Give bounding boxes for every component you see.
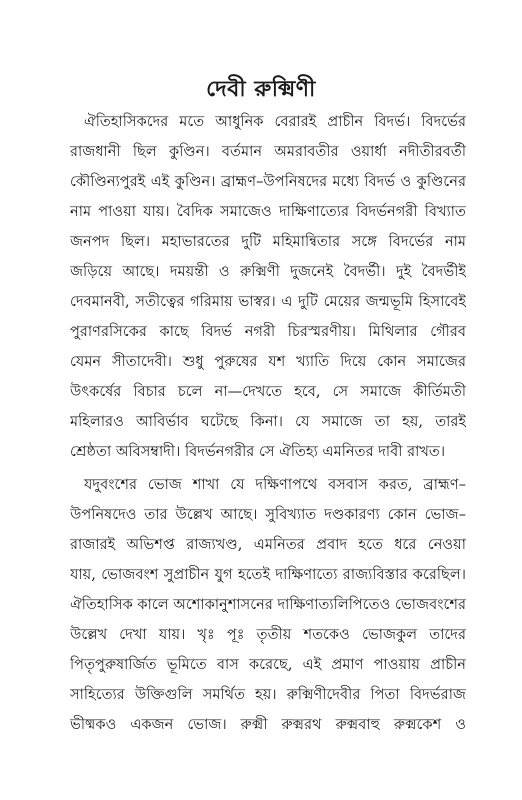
text-line: নাম পাওয়া যায়। বৈদিক সমাজেও দাক্ষিণাত্যের বিদর্ভনগরী বিখ্যাত — [70, 203, 466, 220]
text-line: সাহিত্যের উক্তিগুলি সমর্থিত হয়। রুক্মিণীদেবীর পিতা বিদর্ভরাজ — [70, 686, 466, 703]
text-line: যায়, ভোজবংশ সুপ্রাচীন যুগ হতেই দাক্ষিণাত্যে রাজ্যবিস্তার করেছিল। — [70, 566, 466, 583]
text-line: উপনিষদেও তার উল্লেখ আছে। সুবিখ্যাত দণ্ডকারণ্য কোন ভোজ– — [70, 506, 466, 523]
chapter-title: দেবী রুক্মিণী — [206, 76, 316, 102]
text-line: পুরাণরসিকের কাছে বিদর্ভ নগরী চিরস্মরণীয়। মিথিলার গৌরব — [70, 323, 466, 340]
text-line: পিতৃপুরুষার্জিত ভূমিতে বাস করেছে, এই প্রমাণ পাওয়ায় প্রাচীন — [70, 656, 466, 673]
text-line: মহিলারও আবির্ভাব ঘটেছে কিনা। যে সমাজে তা হয়, তারই — [70, 413, 466, 430]
text-line: ভীষ্মকও একজন ভোজ। রুক্মী রুক্মরথ রুক্মবাহু রুক্মকেশ ও — [70, 716, 466, 733]
text-line: উল্লেখ দেখা যায়। খৃঃ পূঃ তৃতীয় শতকেও ভোজকুল তাদের — [70, 626, 466, 643]
text-line: শ্রেষ্ঠতা অবিসম্বাদী। বিদর্ভনগরীর সে ঐতিহ্য এমনিতর দাবী রাখত। — [70, 443, 446, 460]
text-line: ঐতিহাসিক কালে অশোকানুশাসনের দাক্ষিণাত্যলিপিতেও ভোজবংশের — [70, 596, 466, 613]
text-line: রাজধানী ছিল কুণ্ডিন। বর্তমান অমরাবতীর ওয়ার্ধা নদীতীরবর্তী — [70, 143, 466, 160]
text-line: দেবমানবী, সতীত্বের গরিমায় ভাস্বর। এ দুটি মেয়ের জন্মভূমি হিসাবেই — [70, 293, 466, 310]
text-line: উৎকর্ষের বিচার চলে না—দেখতে হবে, সে সমাজে কীর্তিমতী — [70, 383, 466, 400]
text-line: রাজারই অভিশপ্ত রাজ্যখণ্ড, এমনিতর প্রবাদ হতে ধরে নেওয়া — [70, 536, 466, 553]
text-line: জনপদ ছিল। মহাভারতের দুটি মহিমান্বিতার সঙ্গে বিদর্ভের নাম — [70, 233, 466, 250]
text-line: জড়িয়ে আছে। দময়ন্তী ও রুক্মিণী দুজনেই বৈদর্ভী। দুই বৈদর্ভীই — [70, 263, 466, 280]
text-line: যেমন সীতাদেবী। শুধু পুরুষের যশ খ্যাতি দিয়ে কোন সমাজের — [70, 353, 466, 370]
text-line: কৌণ্ডিন্যপুরই এই কুণ্ডিন। ব্রাহ্মণ–উপনিষদের মধ্যে বিদর্ভ ও কুণ্ডিনের — [70, 173, 466, 190]
text-line: যদুবংশের ভোজ শাখা যে দক্ষিণাপথে বসবাস করত, ব্রাহ্মণ– — [84, 476, 466, 493]
text-line: ঐতিহাসিকদের মতে আধুনিক বেরারই প্রাচীন বিদর্ভ। বিদর্ভের — [84, 113, 466, 130]
